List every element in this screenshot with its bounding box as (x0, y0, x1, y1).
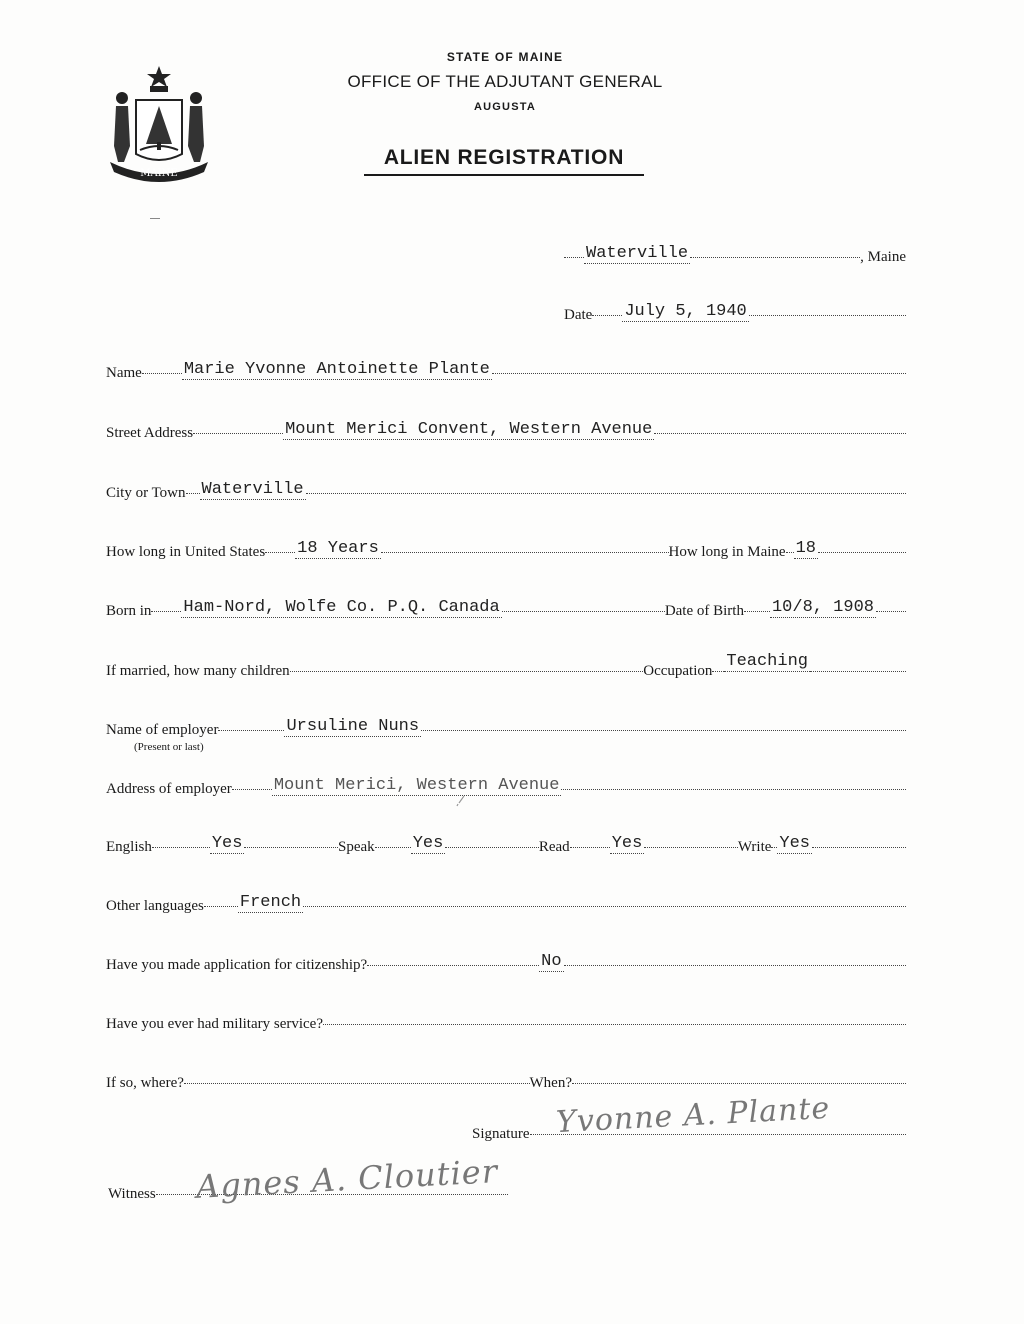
how-long-row (106, 539, 906, 563)
write-value: Yes (779, 834, 811, 853)
street-value: Mount Merici Convent, Western Avenue (285, 420, 653, 439)
place-city-value: Waterville (586, 244, 689, 263)
seal-banner-text: MAINE (140, 168, 178, 179)
form-title: ALIEN REGISTRATION (364, 146, 644, 176)
employer-sublabel: (Present or last) (134, 741, 204, 753)
english-value: Yes (211, 834, 243, 853)
other-languages-label: Other languages (106, 898, 204, 914)
city-value: Waterville (201, 480, 304, 499)
read-value: Yes (611, 834, 643, 853)
signature-value: Yvonne A. Plante (555, 1090, 832, 1141)
other-languages-value: French (239, 893, 302, 912)
employer-address-row (106, 776, 906, 800)
header-office: OFFICE OF THE ADJUTANT GENERAL (347, 72, 663, 91)
where-label: If so, where? (106, 1075, 184, 1091)
witness-value: Agnes A. Cloutier (195, 1152, 499, 1206)
occupation-label: Occupation (643, 663, 713, 679)
children-row (106, 652, 906, 682)
how-long-us-label: How long in United States (106, 544, 266, 560)
signature-label: Signature (472, 1126, 530, 1142)
english-label: English (106, 839, 152, 855)
place-state-label: , Maine (860, 249, 906, 265)
how-long-us-value: 18 Years (297, 539, 379, 558)
street-row (106, 420, 906, 444)
speak-value: Yes (412, 834, 444, 853)
date-value: July 5, 1940 (624, 302, 747, 321)
employer-address-value: Mount Merici, Western Avenue (273, 776, 560, 795)
city-label: City or Town (106, 485, 186, 501)
employer-address-label: Address of employer (106, 781, 232, 797)
employer-value: Ursuline Nuns (286, 717, 420, 736)
born-in-label: Born in (106, 603, 152, 619)
pen-mark (456, 795, 466, 807)
header-state: STATE OF MAINE (446, 50, 564, 64)
language-row (106, 834, 906, 858)
name-row (106, 360, 906, 384)
citizenship-label: Have you made application for citizenship? (106, 957, 368, 973)
place-row (564, 244, 906, 268)
header-city: AUGUSTA (474, 101, 536, 113)
how-long-maine-value: 18 (795, 539, 816, 558)
citizenship-value: No (541, 952, 562, 971)
occupation-value: Teaching (726, 652, 808, 671)
name-value: Marie Yvonne Antoinette Plante (183, 360, 490, 379)
date-label: Date (564, 307, 593, 323)
children-label: If married, how many children (106, 663, 290, 679)
born-row (106, 598, 906, 622)
military-row (106, 1016, 906, 1033)
other-languages-row (106, 893, 906, 917)
citizenship-row (106, 952, 906, 976)
born-in-value: Ham-Nord, Wolfe Co. P.Q. Canada (183, 598, 500, 617)
name-label: Name (106, 365, 142, 381)
witness-label: Witness (108, 1186, 156, 1202)
how-long-maine-label: How long in Maine (668, 544, 786, 560)
maine-state-seal-icon (106, 62, 212, 186)
employer-label: Name of employer (106, 722, 219, 738)
write-label: Write (737, 839, 772, 855)
employer-row (106, 717, 906, 741)
where-when-row (106, 1075, 906, 1092)
stray-mark (150, 218, 160, 219)
when-label: When? (529, 1075, 572, 1091)
dob-label: Date of Birth (664, 603, 744, 619)
street-label: Street Address (106, 425, 194, 441)
read-label: Read (538, 839, 570, 855)
military-label: Have you ever had military service? (106, 1016, 323, 1032)
city-row (106, 480, 906, 504)
date-row (564, 302, 906, 326)
speak-label: Speak (338, 839, 375, 855)
dob-value: 10/8, 1908 (771, 598, 874, 617)
